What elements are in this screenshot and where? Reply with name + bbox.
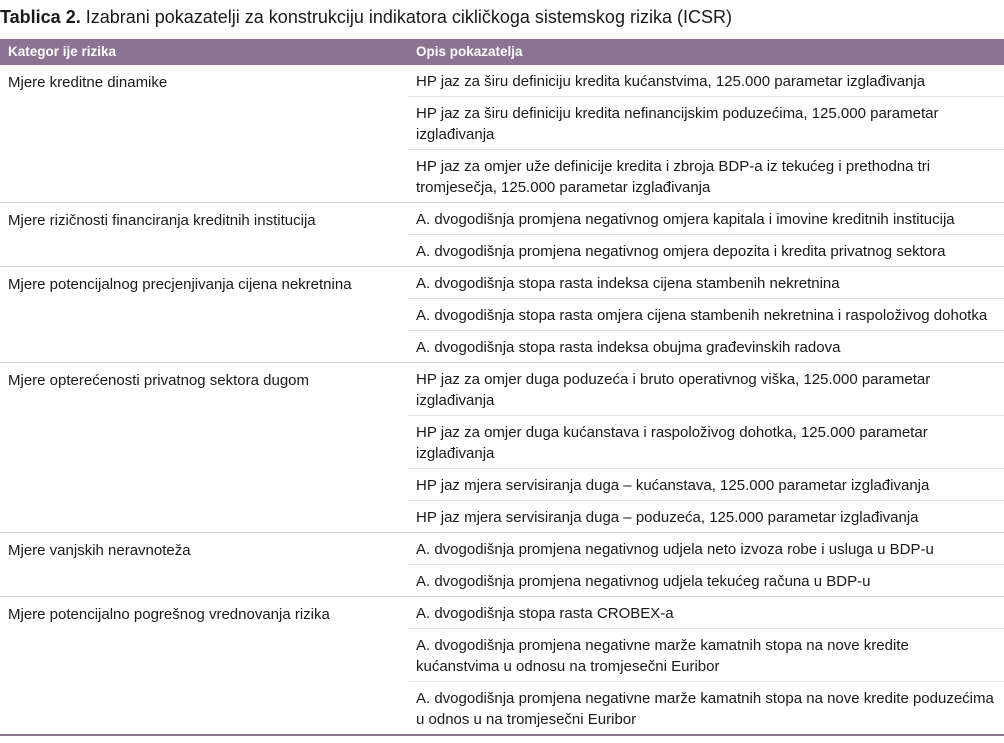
indicator-description-cell: A. dvogodišnja stopa rasta indeksa cijena stambenih nekretnina	[408, 267, 1004, 299]
indicator-description-cell: HP jaz za širu definiciju kredita nefinancijskim poduzećima, 125.000 parametar izglađivanja	[408, 97, 1004, 150]
indicator-list	[408, 65, 1004, 202]
indicator-description-cell: HP jaz mjera servisiranja duga – kućanstava, 125.000 parametar izglađivanja	[408, 469, 1004, 501]
indicator-description-cell: A. dvogodišnja promjena negativne marže kamatnih stopa na nove kredite kućanstvima u odnosu na tromjesečni Euribor	[408, 629, 1004, 682]
header-category: Kategor ije rizika	[8, 44, 117, 59]
table-row-group	[0, 65, 1004, 203]
table-header-row	[0, 39, 1004, 65]
risk-category-cell: Mjere opterećenosti privatnog sektora dugom	[8, 372, 309, 389]
table-row-group	[0, 267, 1004, 363]
indicator-description-cell: A. dvogodišnja stopa rasta indeksa obujma građevinskih radova	[416, 339, 841, 356]
indicator-description-cell: A. dvogodišnja promjena negativnog udjela neto izvoza robe i usluga u BDP-u	[408, 533, 1004, 565]
indicator-list	[408, 203, 1004, 266]
caption-label: Tablica 2.	[0, 7, 81, 27]
table-caption	[0, 6, 1004, 28]
indicator-description-cell: A. dvogodišnja stopa rasta CROBEX-a	[408, 597, 1004, 629]
caption-text: Izabrani pokazatelji za konstrukciju indikatora cikličkoga sistemskog rizika (ICSR)	[80, 7, 732, 27]
risk-category-cell: Mjere rizičnosti financiranja kreditnih institucija	[8, 212, 316, 229]
indicator-description-cell: HP jaz za širu definiciju kredita kućanstvima, 125.000 parametar izglađivanja	[408, 65, 1004, 97]
indicator-list	[408, 363, 1004, 532]
indicator-description-cell: HP jaz za omjer uže definicije kredita i zbroja BDP-a iz tekućeg i prethodna tri tromjesečja, 125.000 parametar izglađivanja	[416, 158, 931, 196]
indicator-description-cell: A. dvogodišnja promjena negativnog omjera kapitala i imovine kreditnih institucija	[408, 203, 1004, 235]
header-description: Opis pokazatelja	[416, 44, 523, 59]
indicator-description-cell: HP jaz mjera servisiranja duga – poduzeća, 125.000 parametar izglađivanja	[416, 509, 919, 526]
indicator-table	[0, 39, 1004, 736]
table-row-group	[0, 203, 1004, 267]
indicator-description-cell: HP jaz za omjer duga poduzeća i bruto operativnog viška, 125.000 parametar izglađivanja	[408, 363, 1004, 416]
risk-category-cell: Mjere potencijalnog precjenjivanja cijena nekretnina	[8, 276, 352, 293]
indicator-description-cell: A. dvogodišnja stopa rasta omjera cijena stambenih nekretnina i raspoloživog dohotka	[408, 299, 1004, 331]
table-row-group	[0, 363, 1004, 533]
indicator-list	[408, 597, 1004, 734]
table-body	[0, 65, 1004, 736]
indicator-description-cell: A. dvogodišnja promjena negativnog omjera depozita i kredita privatnog sektora	[416, 243, 946, 260]
indicator-description-cell: A. dvogodišnja promjena negativne marže kamatnih stopa na nove kredite poduzećima u odnos u na tromjesečni Euribor	[416, 690, 994, 728]
risk-category-cell: Mjere kreditne dinamike	[8, 74, 168, 91]
indicator-list	[408, 267, 1004, 362]
indicator-list	[408, 533, 1004, 596]
risk-category-cell: Mjere vanjskih neravnoteža	[8, 542, 191, 559]
indicator-description-cell: HP jaz za omjer duga kućanstava i raspoloživog dohotka, 125.000 parametar izglađivanja	[408, 416, 1004, 469]
table-row-group	[0, 597, 1004, 736]
risk-category-cell: Mjere potencijalno pogrešnog vrednovanja rizika	[8, 606, 330, 623]
table-row-group	[0, 533, 1004, 597]
indicator-description-cell: A. dvogodišnja promjena negativnog udjela tekućeg računa u BDP-u	[416, 573, 871, 590]
